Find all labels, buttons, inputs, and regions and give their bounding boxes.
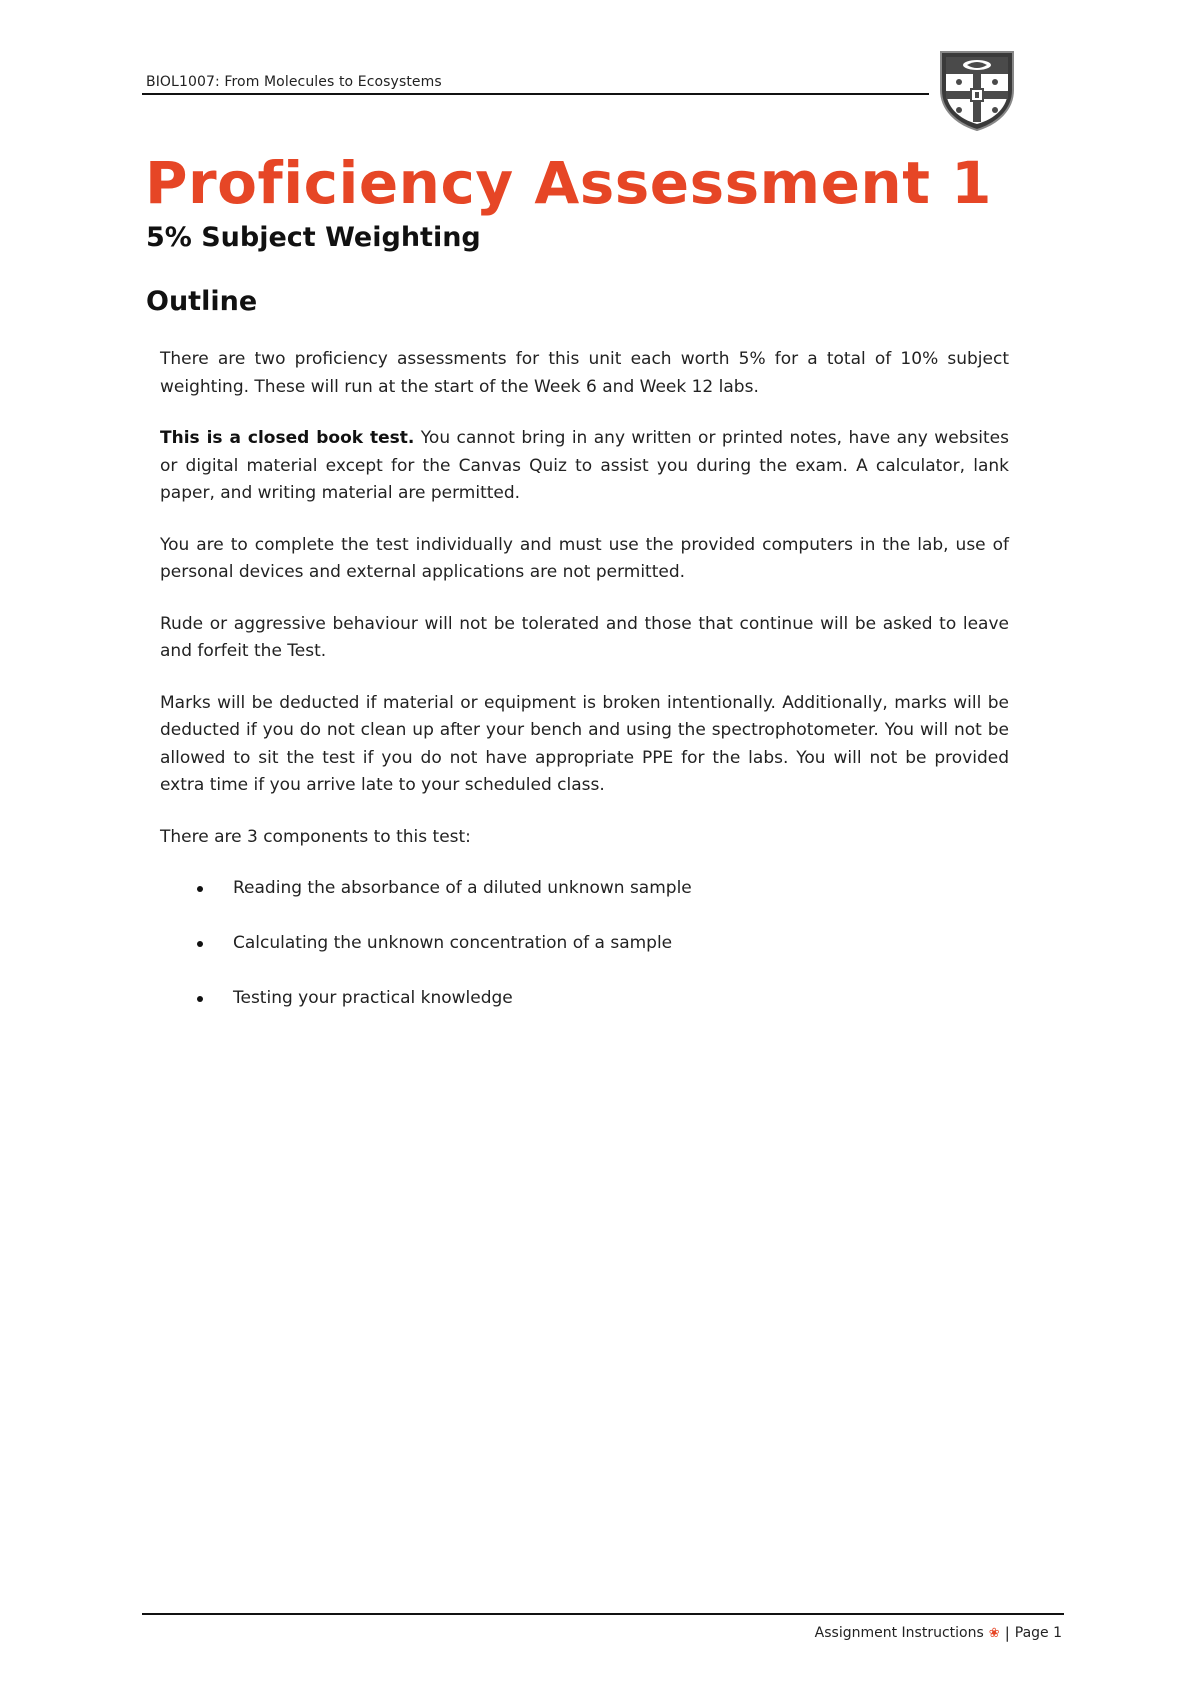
header-divider (142, 93, 929, 95)
paragraph-individual: You are to complete the test individually and must use the provided computers in the lab, use of personal devices and external applications are not permitted. (160, 534, 1009, 582)
page-footer (815, 1624, 1062, 1642)
closed-book-details: You cannot bring in any written or printed notes, have any websites or digital material except for the Canvas Quiz to assist you during the exam. A calculator, lank paper, and writing material are permitted. (160, 428, 1010, 503)
component-label: Testing your practical knowledge (233, 988, 513, 1008)
university-crest-icon (935, 44, 1019, 132)
bullet-icon (197, 996, 203, 1002)
page-number: Page 1 (1014, 1625, 1062, 1641)
footer-separator: | (1004, 1624, 1010, 1642)
component-label: Reading the absorbance of a diluted unknown sample (233, 878, 692, 898)
paragraph-overview: There are two proficiency assessments for this unit each worth 5% for a total of 10% subject weighting. These will run at the start of the Week 6 and Week 12 labs. (160, 349, 1009, 397)
list-item (160, 985, 1009, 1012)
subject-weighting: 5% Subject Weighting (146, 222, 481, 253)
outline-body (160, 346, 1009, 1040)
bullet-icon (197, 886, 203, 892)
paragraph-behaviour: Rude or aggressive behaviour will not be tolerated and those that continue will be asked to leave and forfeit the Test. (160, 613, 1009, 661)
section-heading-outline: Outline (146, 286, 258, 317)
footer-divider (142, 1613, 1064, 1615)
paragraph-closed-book (160, 425, 1009, 508)
paragraph-components-intro: There are 3 components to this test: (160, 826, 471, 847)
components-list (160, 875, 1009, 1012)
course-name: BIOL1007: From Molecules to Ecosystems (146, 74, 442, 90)
document-title: Proficiency Assessment 1 (145, 149, 992, 217)
list-item (160, 930, 1009, 957)
university-mark-icon: ❀ (988, 1625, 1000, 1641)
component-label: Calculating the unknown concentration of a sample (233, 933, 673, 953)
list-item (160, 875, 1009, 902)
bullet-icon (197, 941, 203, 947)
closed-book-emphasis: This is a closed book test. (160, 428, 415, 448)
paragraph-marks: Marks will be deducted if material or equipment is broken intentionally. Additionally, marks will be deducted if you do not clean up after your bench and using the spectrophotometer. You will not be allowed to sit the test if you do not have appropriate PPE for the labs. You will not be provided extra time if you arrive late to your scheduled class. (160, 692, 1009, 795)
footer-label: Assignment Instructions (814, 1625, 984, 1641)
